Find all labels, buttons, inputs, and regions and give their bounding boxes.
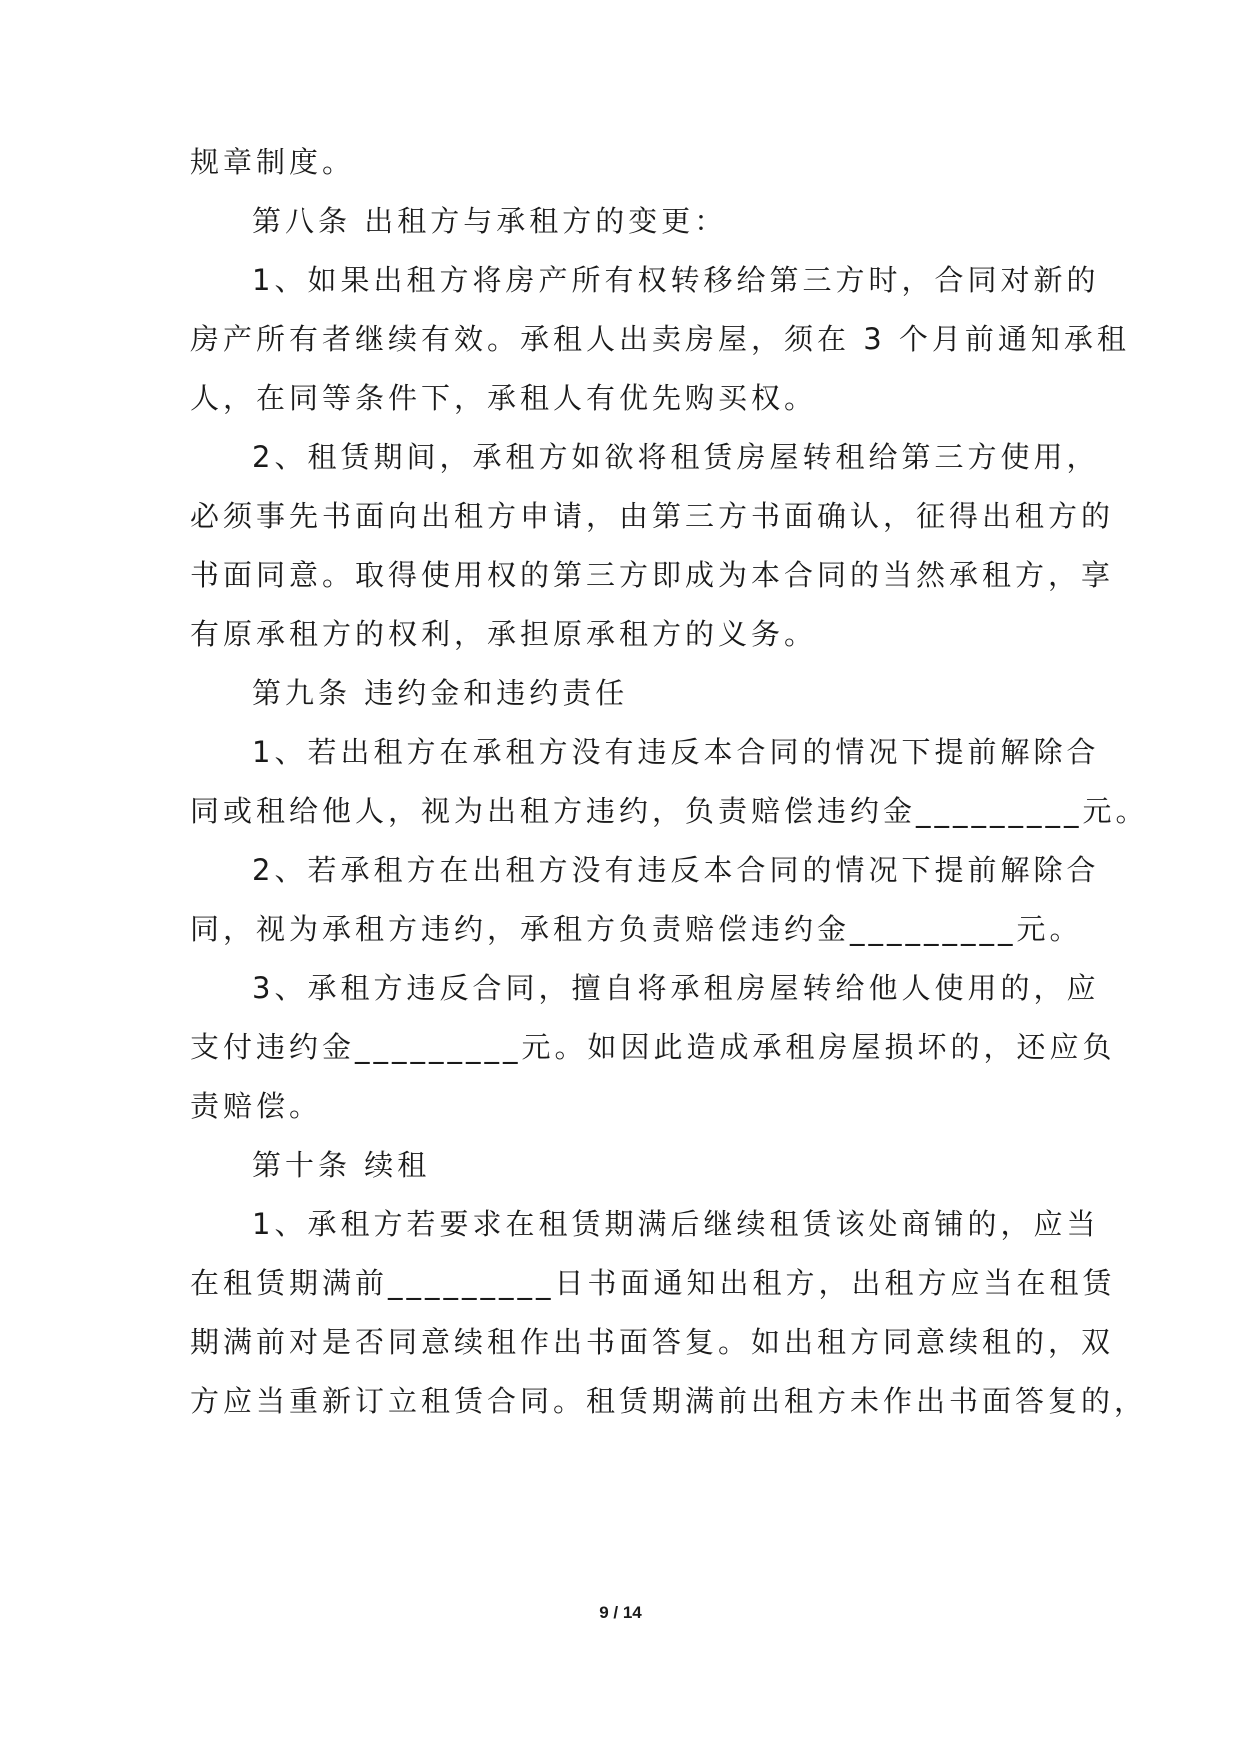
section-heading: 第八条 出租方与承租方的变更： bbox=[252, 204, 728, 238]
text-line: 有原承租方的权利，承担原承租方的义务。 bbox=[190, 617, 818, 651]
text-line: 同，视为承租方违约，承租方负责赔偿违约金_________元。 bbox=[190, 912, 1083, 946]
text-line: 1、承租方若要求在租赁期满后继续租赁该处商铺的，应当 bbox=[252, 1207, 1100, 1241]
text-line: 人，在同等条件下，承租人有优先购买权。 bbox=[190, 381, 818, 415]
text-line: 1、若出租方在承租方没有违反本合同的情况下提前解除合 bbox=[252, 735, 1100, 769]
text-line: 2、租赁期间，承租方如欲将租赁房屋转租给第三方使用， bbox=[252, 440, 1100, 474]
text-line: 责赔偿。 bbox=[190, 1089, 323, 1123]
text-line: 在租赁期满前_________日书面通知出租方，出租方应当在租赁 bbox=[190, 1266, 1116, 1300]
section-heading: 第九条 违约金和违约责任 bbox=[252, 676, 629, 710]
text-line: 1、如果出租方将房产所有权转移给第三方时，合同对新的 bbox=[252, 263, 1100, 297]
text-line: 3、承租方违反合同，擅自将承租房屋转给他人使用的，应 bbox=[252, 971, 1100, 1005]
text-line: 2、若承租方在出租方没有违反本合同的情况下提前解除合 bbox=[252, 853, 1100, 887]
text-line: 方应当重新订立租赁合同。租赁期满前出租方未作出书面答复的， bbox=[190, 1384, 1148, 1418]
text-line: 房产所有者继续有效。承租人出卖房屋，须在 3 个月前通知承租 bbox=[190, 322, 1130, 356]
text-line: 书面同意。取得使用权的第三方即成为本合同的当然承租方，享 bbox=[190, 558, 1115, 592]
page-number: 9 / 14 bbox=[599, 1603, 642, 1622]
text-line: 同或租给他人，视为出租方违约，负责赔偿违约金_________元。 bbox=[190, 794, 1149, 828]
text-line: 期满前对是否同意续租作出书面答复。如出租方同意续租的，双 bbox=[190, 1325, 1115, 1359]
text-line: 必须事先书面向出租方申请，由第三方书面确认，征得出租方的 bbox=[190, 499, 1115, 533]
section-heading: 第十条 续租 bbox=[252, 1148, 431, 1182]
text-line: 规章制度。 bbox=[190, 145, 356, 179]
text-line: 支付违约金_________元。如因此造成承租房屋损坏的，还应负 bbox=[190, 1030, 1116, 1064]
